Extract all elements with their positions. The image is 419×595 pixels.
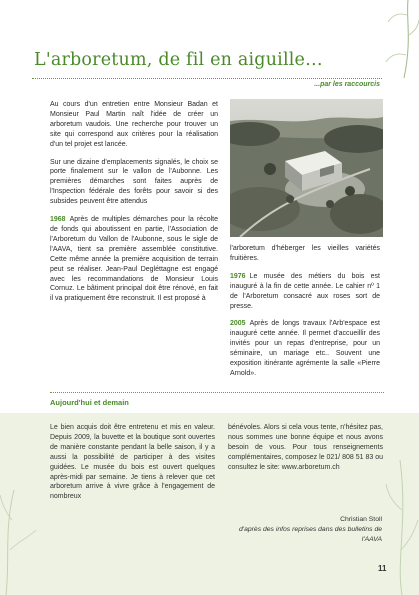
title-divider	[32, 78, 382, 79]
paragraph: Au cours d'un entretien entre Monsieur Badan et Monsieur Paul Martin naît l'idée de créer un arboretum vaudois. Une recherche pour trouver un site qui correspond aux critères pour la réalisation d'un tel projet est lancée.	[50, 101, 218, 148]
paragraph-text: Après de multiples démarches pour la récolte de fonds qui aboutissent en partie, l'Association de l'Arboretum du Vallon de l'Aubonne, sous le sigle de l'AAVA, tient sa première assemblée constitutive. Cette même année la première acquisition de terrain peut se réaliser. Jean-Paul Degléttagne est engagé avec les recommandations de Monsieur Louis Cornuz. Le bâtiment principal doit être rénové, en fait il va pratiquement être reconstruit. Il est proposé à	[50, 216, 218, 303]
paragraph: l'arboretum d'héberger les vieilles variétés fruitières.	[230, 245, 380, 262]
branch-decoration-icon	[0, 440, 40, 595]
author-signature	[230, 515, 382, 544]
page-title: L'arboretum, de fil en aiguille…	[34, 50, 323, 70]
paragraph-1968	[50, 215, 218, 304]
left-text-column	[50, 100, 218, 312]
branch-decoration-icon	[382, 420, 419, 595]
paragraph-text: Le musée des métiers du bois est inauguré à la fin de cette année. Le cahier nº 1 de l'Arboretum consacré aux roses sort de presse.	[230, 272, 380, 310]
section-divider	[50, 392, 384, 393]
year-label: 2005	[230, 320, 246, 328]
year-label: 1968	[50, 216, 66, 224]
branch-decoration-icon	[378, 0, 419, 80]
aerial-photo-building	[230, 99, 383, 237]
section-left-text	[50, 423, 215, 510]
year-label: 1976	[230, 272, 246, 280]
paragraph-1976	[230, 272, 380, 312]
paragraph: bénévoles. Alors si cela vous tente, n'hésitez pas, nous sommes une bonne équipe et nous avons besoin de vous. Pour tous renseignements complémentaires, composez le 021/ 808 51 83 ou consultez le site: www.arboretum.ch	[228, 424, 383, 471]
author-name: Christian Stoll	[340, 516, 382, 523]
section-heading: Aujourd'hui et demain	[50, 398, 129, 407]
paragraph-text: Après de longs travaux l'Arb'espace est inauguré cette année. Il permet d'accueillir des invités pour un repas d'entreprise, pour un séminaire, un mariage etc.. Souvent une exposition itinérante agrémente la salle «Pierre Arnold».	[230, 320, 380, 377]
paragraph: Sur une dizaine d'emplacements signalés, le choix se porte finalement sur le vallon de l'Aubonne. Les premières démarches sont faites auprès de l'Inspection fédérale des forêts pour savoir si des subsides peuvent être attendus	[50, 158, 218, 206]
paragraph-2005	[230, 319, 380, 378]
right-text-column	[230, 244, 380, 387]
page-subtitle: ...par les raccourcis	[314, 81, 380, 88]
section-right-text	[228, 423, 383, 481]
page-number: 11	[378, 564, 387, 573]
paragraph: Le bien acquis doit être entretenu et mis en valeur. Depuis 2009, la buvette et la boutique sont ouvertes de manière constante pendant la belle saison, il y a aussi la possibilité de participer à des visites guidées. Le musée du bois est ouvert quelques après-midi par semaine. Je tiens à relever que cet arboretum arrive à vivre grâce à l'engagement de nombreux	[50, 424, 215, 501]
author-source: d'après des infos reprises dans des bulletins de l'AAVA	[239, 525, 382, 543]
